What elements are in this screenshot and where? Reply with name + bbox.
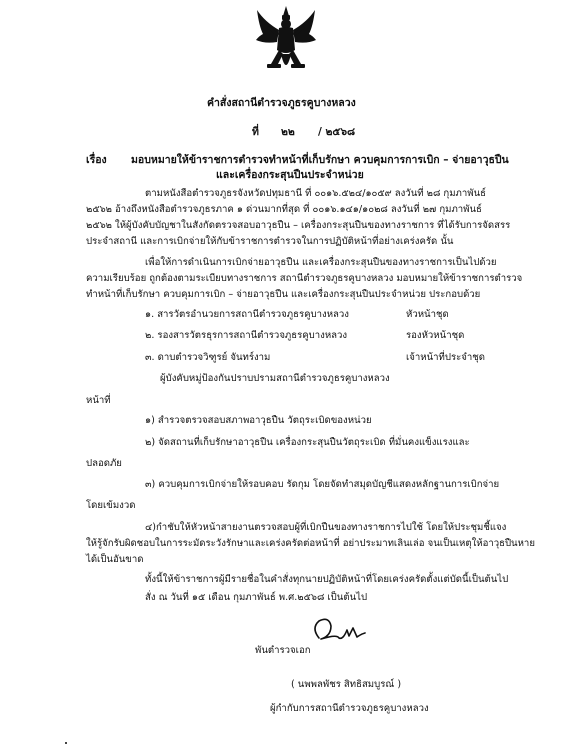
- member-name: ๑. สารวัตรอำนวยการสถานีตำรวจภูธรคูบางหลวง: [145, 309, 349, 320]
- duty-1: ๑) สำรวจตรวจสอบสภาพอาวุธปืน วัตถุระเบิดของหน่วย: [145, 415, 372, 426]
- subject-line-2: และเครื่องกระสุนปืนประจำหน่วย: [216, 169, 364, 181]
- handwritten-signature: [307, 616, 367, 646]
- duty-4-line: ให้รู้จักรับผิดชอบในการระมัดระวังรักษาและเคร่งครัดต่อหน้าที่ อย่าประมาทเลินเล่อ จนเป็นเหตุให้อาวุธปืนหาย: [86, 538, 535, 549]
- page-mark: [65, 742, 67, 744]
- order-number: ๒๒: [281, 126, 295, 138]
- para1-line: ๒๕๖๒ อ้างถึงหนังสือตำรวจภูธรภาค ๑ ด่วนมากที่สุด ที่ ๐๐๑๖.๑๔๑/๑๐๒๘ ลงวันที่ ๒๗ กุมภาพันธ์: [86, 204, 482, 215]
- para2-line: ความเรียบร้อย ถูกต้องตามระเบียบทางราชการ สถานีตำรวจภูธรคูบางหลวง มอบหมายให้ข้าราชการตำรวจ: [86, 273, 523, 284]
- garuda-emblem-icon: [255, 6, 317, 78]
- signer-position: ผู้กำกับการสถานีตำรวจภูธรคูบางหลวง: [270, 703, 429, 714]
- para1-line: ๒๕๖๒ ให้ผู้บังคับบัญชาในสังกัดตรวจสอบอาวุธปืน – เครื่องกระสุนปืนของทางราชการ ที่ได้รับการจัดสรร: [86, 220, 511, 231]
- signer-rank: พันตำรวจเอก: [255, 645, 311, 656]
- closing-date: สั่ง ณ วันที่ ๑๕ เดือน กุมภาพันธ์ พ.ศ.๒๕๖๘ เป็นต้นไป: [145, 592, 368, 603]
- duty-4-line: ได้เป็นอันขาด: [86, 554, 144, 565]
- signer-name: ( นพพลพัชร สิทธิสมบูรณ์ ): [291, 679, 402, 690]
- closing-line: ทั้งนี้ให้ข้าราชการผู้มีรายชื่อในคำสั่งทุกนายปฏิบัติหน้าที่โดยเคร่งครัดตั้งแต่บัดนี้เป็นต้นไป: [145, 574, 509, 585]
- para3-line-1: ผู้บังคับหมู่ป้องกันปราบปรามสถานีตำรวจภูธรคูบางหลวง: [160, 373, 390, 384]
- subject-line-1: มอบหมายให้ข้าราชการตำรวจทำหน้าที่เก็บรักษา ควบคุมการการเบิก – จ่ายอาวุธปืน: [131, 154, 509, 166]
- document-title: คำสั่งสถานีตำรวจภูธรคูบางหลวง: [207, 97, 356, 109]
- member-role: เจ้าหน้าที่ประจำชุด: [406, 352, 486, 363]
- duty-2-line-1: ๒) จัดสถานที่เก็บรักษาอาวุธปืน เครื่องกระสุนปืนวัตถุระเบิด ที่มั่นคงแข็งแรงและ: [145, 437, 470, 448]
- member-name: ๓. ดาบตำรวจวิฑูรย์ จันทร์งาม: [145, 352, 271, 363]
- member-role: หัวหน้าชุด: [406, 309, 449, 320]
- duty-3-line-1: ๓) ควบคุมการเบิกจ่ายให้รอบคอบ รัดกุม โดยจัดทำสมุดบัญชีแสดงหลักฐานการเบิกจ่าย: [145, 479, 500, 490]
- para3-line-2: หน้าที่: [86, 395, 111, 406]
- order-number-label: ที่: [252, 126, 259, 138]
- order-year: / ๒๕๖๘: [318, 126, 356, 138]
- duty-2-line-2: ปลอดภัย: [86, 458, 122, 469]
- para1-line: ตามหนังสือตำรวจภูธรจังหวัดปทุมธานี ที่ ๐๐๑๖.๕๒๔/๑๐๕๙ ลงวันที่ ๒๘ กุมภาพันธ์: [145, 188, 486, 199]
- subject-label: เรื่อง: [86, 154, 107, 166]
- para2-line: เพื่อให้การดำเนินการเบิกจ่ายอาวุธปืน และเครื่องกระสุนปืนของทางราชการเป็นไปด้วย: [145, 257, 497, 268]
- para2-line: ทำหน้าที่เก็บรักษา ควบคุมการเบิก – จ่ายอาวุธปืน และเครื่องกระสุนปืนประจำหน่วย ประกอบด้วย: [86, 289, 481, 300]
- member-name: ๒. รองสารวัตรธุรการสถานีตำรวจภูธรคูบางหลวง: [145, 330, 348, 341]
- duty-4-line: ๔)กำชับให้หัวหน้าสายงานตรวจสอบผู้ที่เบิกปืนของทางราชการไปใช้ โดยให้ประชุมชี้แจง: [145, 522, 507, 533]
- para1-line: ประจำสถานี และการเบิกจ่ายให้กับข้าราชการตำรวจในการปฏิบัติหน้าที่อย่างเคร่งครัด นั้น: [86, 236, 454, 247]
- member-role: รองหัวหน้าชุด: [406, 330, 465, 341]
- duty-3-line-2: โดยเข้มงวด: [86, 500, 136, 511]
